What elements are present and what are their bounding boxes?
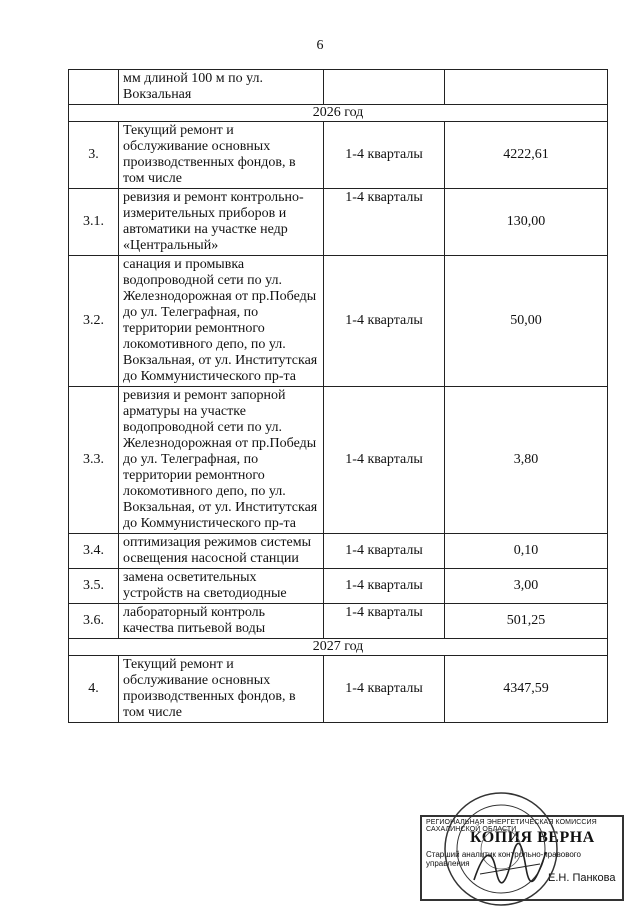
table-row xyxy=(69,656,608,723)
row-amount: 3,00 xyxy=(445,569,608,604)
plan-table xyxy=(68,69,608,723)
row-number xyxy=(69,70,119,105)
stamp-organization: РЕГИОНАЛЬНАЯ ЭНЕРГЕТИЧЕСКАЯ КОМИССИЯ САХАЛИНСКОЙ ОБЛАСТИ xyxy=(426,819,597,833)
row-description: Текущий ремонт и обслуживание основных производственных фондов, в том числе xyxy=(119,122,324,189)
table-row xyxy=(69,189,608,256)
stamp-name: Е.Н. Панкова xyxy=(548,872,616,884)
row-description: замена осветительных устройств на светодиодные xyxy=(119,569,324,604)
row-amount: 4222,61 xyxy=(445,122,608,189)
table-row xyxy=(69,70,608,105)
row-number: 3.2. xyxy=(69,256,119,387)
row-period: 1-4 кварталы xyxy=(324,656,445,723)
row-number: 3. xyxy=(69,122,119,189)
table-row xyxy=(69,256,608,387)
row-number: 3.4. xyxy=(69,534,119,569)
row-description: ревизия и ремонт запорной арматуры на участке водопроводной сети по ул. Железнодорожная от пр.Победы до ул. Телеграфная, по территории ремонтного локомотивного депо, по ул. Вокзальная, от ул. Институтская до Коммунистического пр-та xyxy=(119,387,324,534)
row-number: 3.6. xyxy=(69,604,119,639)
row-description: мм длиной 100 м по ул. Вокзальная xyxy=(119,70,324,105)
row-number: 3.5. xyxy=(69,569,119,604)
row-period: 1-4 кварталы xyxy=(324,387,445,534)
row-number: 3.1. xyxy=(69,189,119,256)
year-header: 2026 год xyxy=(69,105,608,122)
row-amount: 3,80 xyxy=(445,387,608,534)
stamp-role: Старший аналитик контрольно-правового управления xyxy=(426,850,581,868)
row-amount: 4347,59 xyxy=(445,656,608,723)
table-row xyxy=(69,604,608,639)
row-amount: 0,10 xyxy=(445,534,608,569)
row-amount: 50,00 xyxy=(445,256,608,387)
year-header-row xyxy=(69,105,608,122)
row-amount: 501,25 xyxy=(445,604,608,639)
row-amount xyxy=(445,70,608,105)
signature-icon xyxy=(470,840,550,890)
row-amount: 130,00 xyxy=(445,189,608,256)
row-period: 1-4 кварталы xyxy=(324,189,445,256)
row-description: оптимизация режимов системы освещения насосной станции xyxy=(119,534,324,569)
year-header: 2027 год xyxy=(69,639,608,656)
row-period: 1-4 кварталы xyxy=(324,256,445,387)
row-description: санация и промывка водопроводной сети по ул. Железнодорожная от пр.Победы до ул. Телеграфная, по территории ремонтного локомотивного депо, по ул. Вокзальная, от ул. Институтская до Коммунистического пр-та xyxy=(119,256,324,387)
table-row xyxy=(69,122,608,189)
row-description: лабораторный контроль качества питьевой воды xyxy=(119,604,324,639)
table-row xyxy=(69,569,608,604)
row-number: 3.3. xyxy=(69,387,119,534)
year-header-row xyxy=(69,639,608,656)
table-row xyxy=(69,387,608,534)
stamp-title: КОПИЯ ВЕРНА xyxy=(470,829,595,846)
row-description: Текущий ремонт и обслуживание основных производственных фондов, в том числе xyxy=(119,656,324,723)
row-period: 1-4 кварталы xyxy=(324,122,445,189)
row-number: 4. xyxy=(69,656,119,723)
row-description: ревизия и ремонт контрольно-измерительных приборов и автоматики на участке недр «Центральный» xyxy=(119,189,324,256)
row-period: 1-4 кварталы xyxy=(324,534,445,569)
table-row xyxy=(69,534,608,569)
row-period: 1-4 кварталы xyxy=(324,604,445,639)
page-number: 6 xyxy=(316,38,324,53)
row-period xyxy=(324,70,445,105)
row-period: 1-4 кварталы xyxy=(324,569,445,604)
